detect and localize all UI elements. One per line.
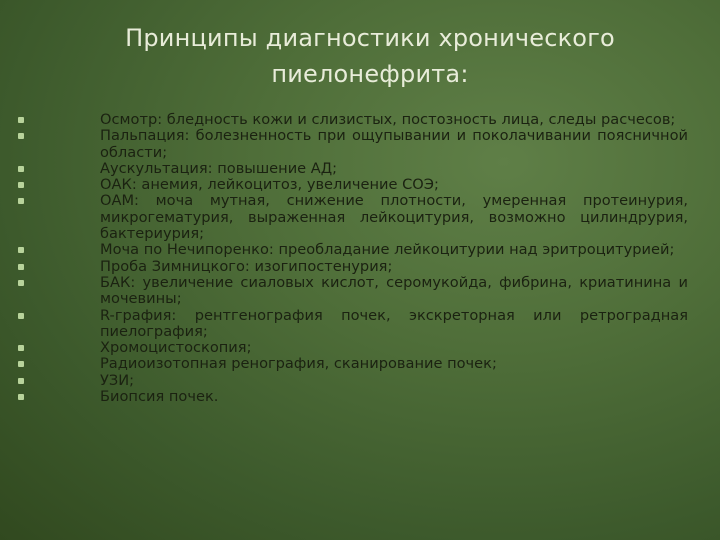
square-bullet-icon	[18, 166, 24, 172]
list-item-text: Пальпация: болезненность при ощупывании и поколачивании поясничной области;	[100, 127, 688, 161]
list-item	[12, 193, 688, 242]
list-item-text: Хромоцистоскопия;	[100, 339, 252, 357]
square-bullet-icon	[18, 280, 24, 286]
square-bullet-icon	[18, 182, 24, 188]
list-item	[12, 308, 688, 341]
list-item	[12, 275, 688, 308]
list-item	[12, 161, 688, 177]
square-bullet-icon	[18, 198, 24, 204]
list-item	[12, 340, 688, 356]
list-item-text: R-графия: рентгенография почек, экскреторная или ретроградная пиелография;	[100, 306, 688, 340]
list-item	[12, 389, 688, 405]
list-item	[12, 259, 688, 275]
square-bullet-icon	[18, 264, 24, 270]
list-item-text: Радиоизотопная ренография, сканирование почек;	[100, 355, 497, 373]
list-item	[12, 128, 688, 161]
list-item-text: Осмотр: бледность кожи и слизистых, постозность лица, следы расчесов;	[100, 111, 676, 128]
list-item	[12, 356, 688, 372]
slide-title-line-1: Принципы диагностики хронического	[125, 24, 615, 52]
square-bullet-icon	[18, 345, 24, 351]
square-bullet-icon	[18, 133, 24, 139]
list-item	[12, 373, 688, 389]
square-bullet-icon	[18, 313, 24, 319]
list-item-text: Моча по Нечипоренко: преобладание лейкоцитурии над эритроцитурией;	[100, 241, 675, 259]
square-bullet-icon	[18, 394, 24, 400]
square-bullet-icon	[18, 247, 24, 253]
list-item-text: ОАМ: моча мутная, снижение плотности, умеренная протеинурия, микрогематурия, выраженная лейкоцитурия, возможно цилиндрурия, бактериурия;	[100, 192, 688, 243]
list-item-text: Проба Зимницкого: изогипостенурия;	[100, 257, 393, 275]
square-bullet-icon	[18, 378, 24, 384]
slide-title-line-2: пиелонефрита:	[271, 60, 469, 88]
list-item	[12, 242, 688, 258]
diagnostic-list	[12, 112, 688, 405]
list-item-text: Аускультация: повышение АД;	[100, 159, 338, 177]
square-bullet-icon	[18, 361, 24, 367]
list-item-text: ОАК: анемия, лейкоцитоз, увеличение СОЭ;	[100, 176, 439, 194]
slide-title	[60, 20, 680, 92]
list-item-text: УЗИ;	[100, 371, 135, 389]
list-item-text: БАК: увеличение сиаловых кислот, серомукойда, фибрина, криатинина и мочевины;	[100, 273, 688, 308]
list-item	[12, 112, 688, 128]
list-item-text: Биопсия почек.	[100, 388, 219, 406]
list-item	[12, 177, 688, 193]
square-bullet-icon	[18, 117, 24, 123]
